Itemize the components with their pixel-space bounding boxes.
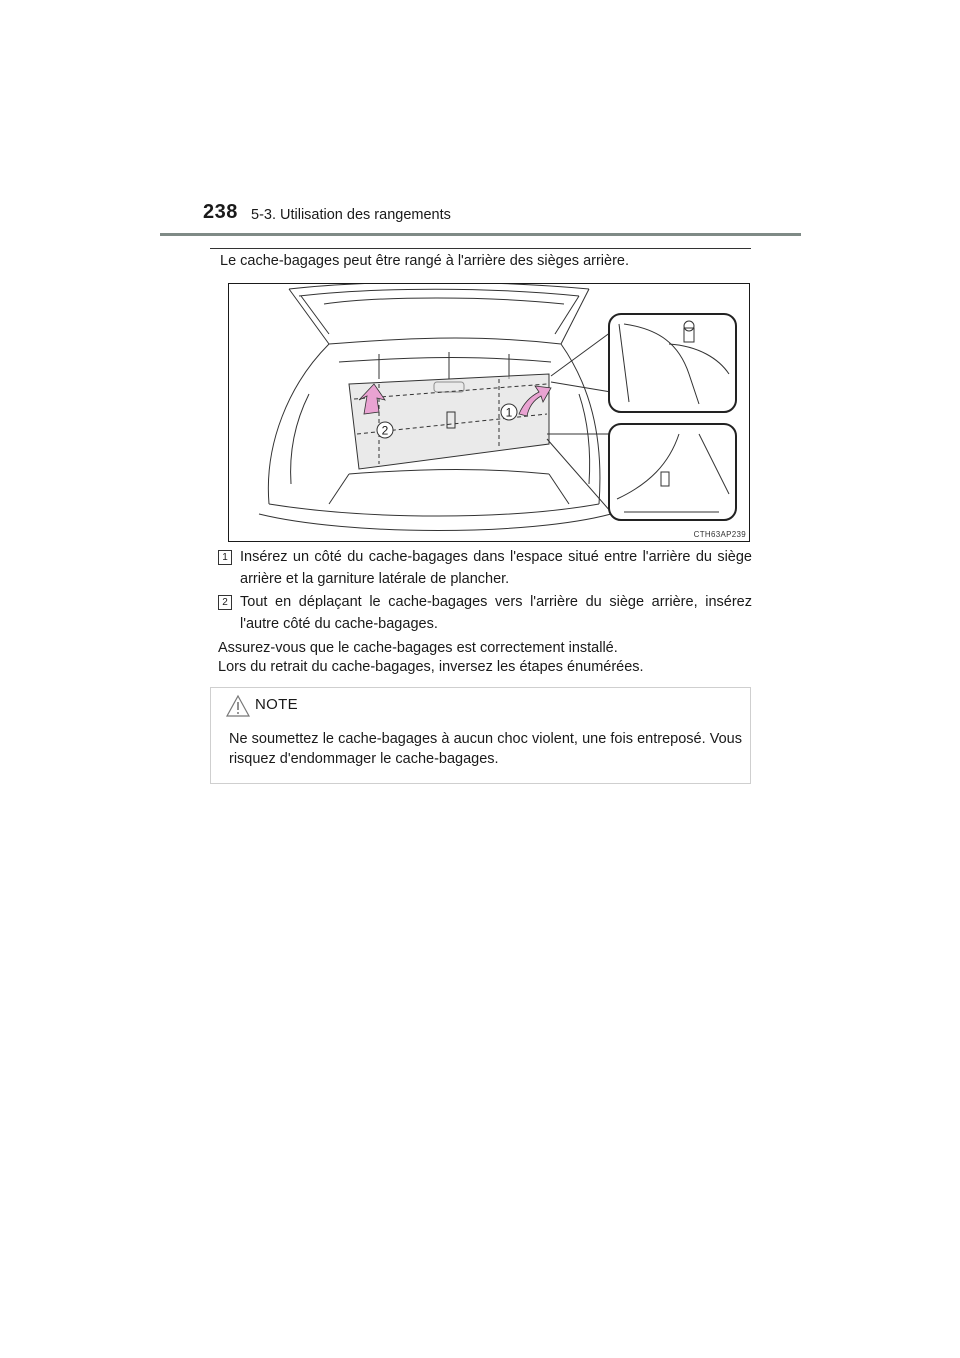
warning-triangle-icon (225, 694, 251, 718)
step-2 (218, 591, 752, 635)
section-title: 5-3. Utilisation des rangements (251, 207, 451, 223)
figure (228, 283, 750, 542)
detail-inset-bottom (609, 424, 736, 520)
callout-1: 1 (505, 405, 513, 420)
cargo-illustration (229, 284, 749, 541)
header-rule (160, 233, 801, 236)
note-title: NOTE (255, 696, 298, 713)
note-box (210, 687, 751, 784)
detail-inset-top (609, 314, 736, 412)
callout-2: 2 (381, 423, 389, 438)
figure-code: CTH63AP239 (693, 530, 746, 539)
page-number: 238 (203, 201, 238, 223)
paragraph-installed: Assurez-vous que le cache-bagages est correctement installé. (218, 640, 618, 656)
step-text-2: Tout en déplaçant le cache-bagages vers l'arrière du siège arrière, insérez l'autre côté du cache-bagages. (240, 594, 752, 632)
step-number-1: 1 (218, 550, 232, 565)
intro-rule (210, 248, 751, 249)
note-text: Ne soumettez le cache-bagages à aucun choc violent, une fois entreposé. Vous risquez d'endommager le cache-bagages. (229, 731, 742, 767)
step-1 (218, 546, 752, 590)
paragraph-removal: Lors du retrait du cache-bagages, inversez les étapes énumérées. (218, 659, 644, 675)
intro-text: Le cache-bagages peut être rangé à l'arrière des sièges arrière. (220, 253, 630, 269)
step-text-1: Insérez un côté du cache-bagages dans l'espace situé entre l'arrière du siège arrière et la garniture latérale de plancher. (240, 549, 752, 587)
step-number-2: 2 (218, 595, 232, 610)
